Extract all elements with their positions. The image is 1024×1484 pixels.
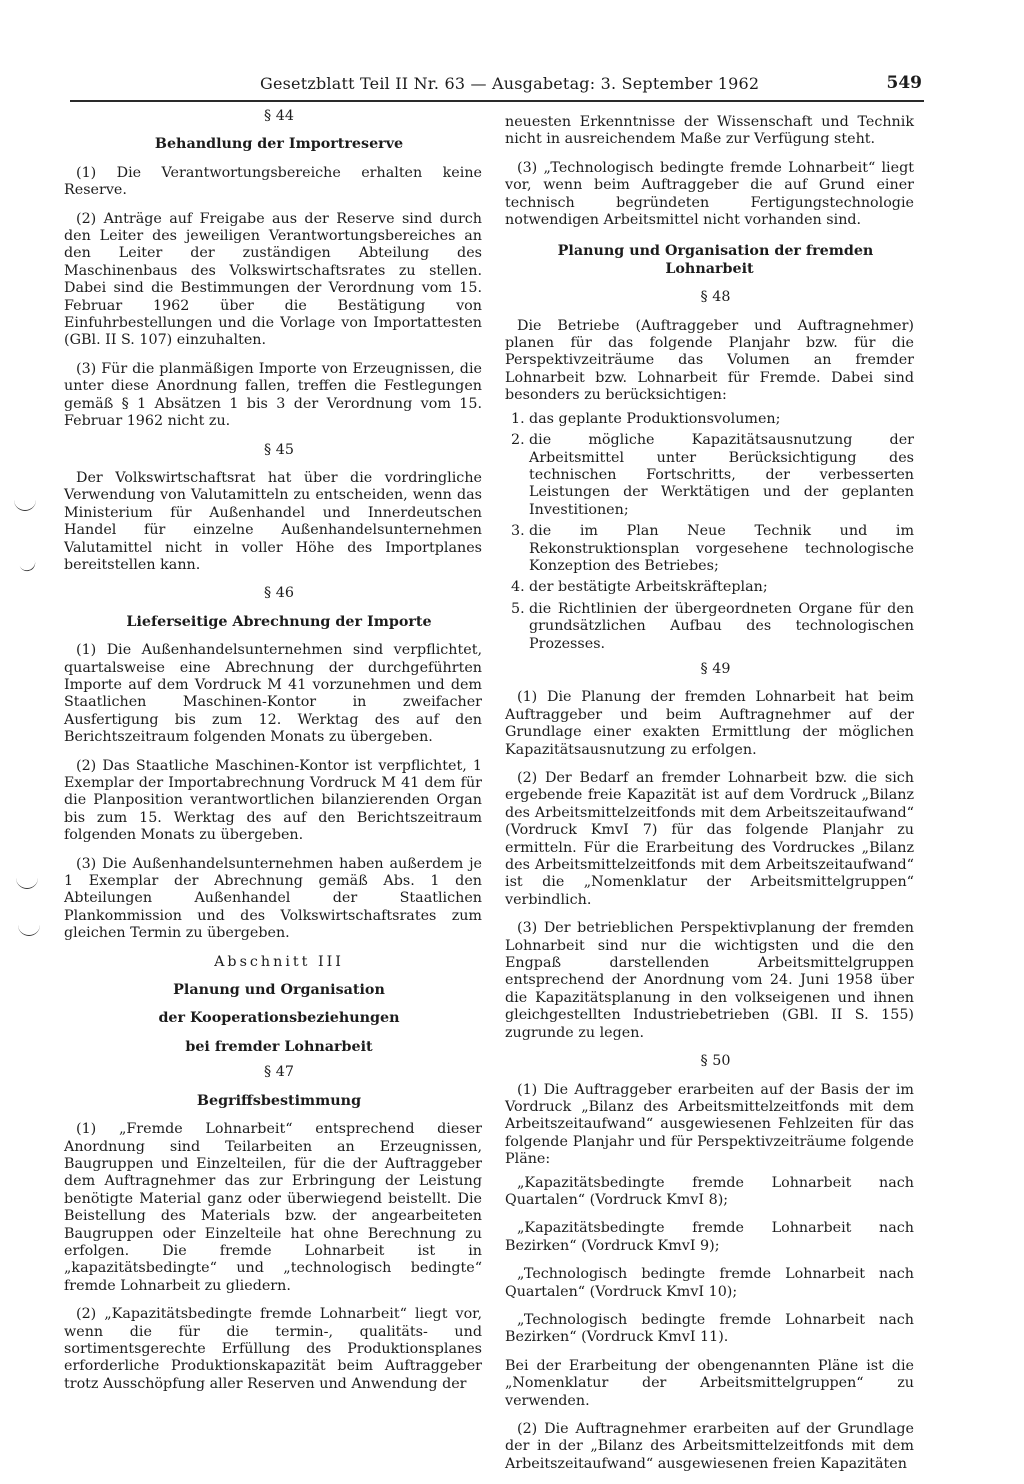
section-number: § 50 <box>700 1053 731 1070</box>
paragraph: (3) Der betrieblichen Perspektivplanung der fremden Lohnarbeit sind nur die wichtigsten und die den Engpaß darstellenden Arbeitsmittelgruppen entsprechend der Anordnung vom 24. Juni 1958 über die Kapazitätsplanung in den volkseigenen und ihnen gleichgestellten Industriebetrieben (GBl. II S. 155) zugrunde zu legen. <box>505 920 914 1041</box>
section-number: § 47 <box>264 1064 294 1081</box>
left-column <box>64 108 482 1404</box>
margin-mark <box>16 878 38 889</box>
paragraph: neuesten Erkenntnisse der Wissenschaft und Technik nicht in ausreichendem Maße zur Verfügung steht. <box>505 114 914 148</box>
section-title: Lieferseitige Abrechnung der Importe <box>126 613 432 630</box>
paragraph: (1) Die Planung der fremden Lohnarbeit hat beim Auftraggeber und beim Auftragnehmer auf der Grundlage einer exakten Ermittlung der möglichen Kapazitätsausnutzung zu erfolgen. <box>505 689 914 758</box>
chapter-title: bei fremder Lohnarbeit <box>185 1038 373 1055</box>
paragraph: (2) Der Bedarf an fremder Lohnarbeit bzw. die sich ergebende freie Kapazität ist auf dem Vordruck „Bilanz des Arbeitsmittelzeitfonds mit dem Arbeitszeitaufwand“ (Vordruck KmvI 7) für das folgende Planjahr zu ermitteln. Für die Erarbeitung des Vordruckes „Bilanz des Arbeitsmittelzeitfonds mit dem Arbeitszeitaufwand“ ist die „Nomenklatur der Arbeitsmittelgruppen“ verbindlich. <box>505 770 914 908</box>
list-item: 3. die im Plan Neue Technik und im Rekonstruktionsplan vorgesehene technologische Konzeption des Betriebes; <box>511 523 914 574</box>
section-heading: Planung und Organisation der fremden Lohnarbeit <box>557 243 874 277</box>
section-number: § 48 <box>700 289 731 306</box>
paragraph: (1) Die Verantwortungsbereiche erhalten keine Reserve. <box>64 164 482 199</box>
paragraph: (1) „Fremde Lohnarbeit“ entsprechend dieser Anordnung sind Teilarbeiten an Erzeugnissen, Baugruppen und Einzelteilen, für die der Auftraggeber dem Auftragnehmer das zur Erbringung der Leistung benötigte Material ganz oder überwiegend beistellt. Die Beistellung des Materials bzw. der angearbeiteten Baugruppen oder Einzelteile hat ohne Berechnung zu erfolgen. Die fremde Lohnarbeit ist in „kapazitätsbedingte“ und „technologisch bedingte“ fremde Lohnarbeit zu gliedern. <box>64 1121 482 1294</box>
page-number: 549 <box>886 73 922 93</box>
section-number: § 45 <box>264 441 294 458</box>
margin-mark <box>18 925 40 936</box>
list-item: 5. die Richtlinien der übergeordneten Organe für den grundsätzlichen Aufbau des technologischen Prozesses. <box>511 600 914 652</box>
plan-item: „Kapazitätsbedingte fremde Lohnarbeit nach Bezirken“ (Vordruck KmvI 9); <box>505 1220 914 1254</box>
paragraph: Der Volkswirtschaftsrat hat über die vordringliche Verwendung von Valutamitteln zu entscheiden, wenn das Ministerium für Außenhandel und Innerdeutschen Handel für einzelne Außenhandelsunternehmen Valutamittel nicht in voller Höhe des Importplanes bereitstellen kann. <box>64 469 482 573</box>
section-number: § 44 <box>264 108 294 124</box>
right-column <box>505 114 914 1484</box>
chapter-label: Abschnitt III <box>214 953 344 970</box>
paragraph: (2) Das Staatliche Maschinen-Kontor ist verpflichtet, 1 Exemplar der Importabrechnung Vordruck M 41 dem für die Planposition verantwortlichen bilanzierenden Organ bis zum 15. Werktag des auf den Berichtszeitraum folgenden Monats zu übergeben. <box>64 757 482 844</box>
margin-mark <box>14 500 36 511</box>
paragraph: (3) „Technologisch bedingte fremde Lohnarbeit“ liegt vor, wenn beim Auftraggeber die auf Grund einer technisch begründeten Fertigungstechnologie notwendigen Arbeitsmittel nicht vorhanden sind. <box>505 159 914 229</box>
section-number: § 46 <box>264 585 294 602</box>
header-title: Gesetzblatt Teil II Nr. 63 — Ausgabetag: 3. September 1962 <box>260 74 760 93</box>
paragraph: (2) „Kapazitätsbedingte fremde Lohnarbeit“ liegt vor, wenn die für die termin-, qualitäts- und sortimentsgerechte Erfüllung des Produktionsplanes erforderliche Produktionskapazität beim Auftraggeber trotz Ausschöpfung aller Reserven und Anwendung der <box>64 1306 482 1392</box>
paragraph: Bei der Erarbeitung der obengenannten Pläne ist die „Nomenklatur der Arbeitsmittelgruppen“ zu verwenden. <box>505 1357 914 1409</box>
paragraph: (1) Die Auftraggeber erarbeiten auf der Basis der im Vordruck „Bilanz des Arbeitsmittelzeitfonds mit dem Arbeitszeitaufwand“ ausgewiesenen Fehlzeiten für das folgende Planjahr und für Perspektivzeiträume folgende Pläne: <box>505 1081 914 1168</box>
enumeration-list <box>505 411 914 653</box>
plan-item: „Technologisch bedingte fremde Lohnarbeit nach Bezirken“ (Vordruck KmvI 11). <box>505 1311 914 1346</box>
paragraph: (2) Anträge auf Freigabe aus der Reserve sind durch den Leiter des jeweiligen Verantwortungsbereiches an den Leiter der zuständigen Abteilung des Maschinenbaus des Volkswirtschaftsrates zu stellen. Dabei sind die Bestimmungen der Verordnung vom 15. Februar 1962 über die Bestätigung von Einfuhrbestellungen und die Vorlage von Importattesten (GBl. II S. 107) einzuhalten. <box>64 210 482 349</box>
list-item: 2. die mögliche Kapazitätsausnutzung der Arbeitsmittel unter Berücksichtigung des technischen Fortschritts, der verbesserten Leistungen der Werktätigen und der geplanten Investitionen; <box>511 432 914 518</box>
chapter-title: der Kooperationsbeziehungen <box>158 1010 400 1027</box>
section-number: § 49 <box>700 660 731 677</box>
section-title: Behandlung der Importreserve <box>154 136 404 153</box>
plan-item: „Technologisch bedingte fremde Lohnarbeit nach Quartalen“ (Vordruck KmvI 10); <box>505 1266 914 1300</box>
list-item: 1. das geplante Produktionsvolumen; <box>511 410 781 427</box>
paragraph: (3) Für die planmäßigen Importe von Erzeugnissen, die unter diese Anordnung fallen, treffen die Festlegungen gemäß § 1 Absätzen 1 bis 3 der Verordnung vom 15. Februar 1962 nicht zu. <box>64 360 482 430</box>
paragraph: (1) Die Außenhandelsunternehmen sind verpflichtet, quartalsweise eine Abrechnung der durchgeführten Importe auf dem Vordruck M 41 vorzunehmen und dem Staatlichen Maschinen-Kontor in zweifacher Ausfertigung bis zum 12. Werktag des auf den Berichtszeitraum folgenden Monats zu übergeben. <box>64 642 482 746</box>
paragraph: (3) Die Außenhandelsunternehmen haben außerdem je 1 Exemplar der Abrechnung gemäß Abs. 1 den Abteilungen Außenhandel der Staatlichen Plankommission und des Volkswirtschaftsrates zum gleichen Termin zu übergeben. <box>64 855 482 942</box>
page-header <box>70 72 924 102</box>
plan-item: „Kapazitätsbedingte fremde Lohnarbeit nach Quartalen“ (Vordruck KmvI 8); <box>505 1174 914 1208</box>
section-title: Begriffsbestimmung <box>196 1092 362 1109</box>
list-item: 4. der bestätigte Arbeitskräfteplan; <box>511 579 768 596</box>
paragraph: (2) Die Auftragnehmer erarbeiten auf der Grundlage der in der „Bilanz des Arbeitsmittelzeitfonds mit dem Arbeitszeitaufwand“ ausgewiesenen freien Kapazitäten <box>505 1421 914 1472</box>
chapter-title: Planung und Organisation <box>173 982 385 999</box>
paragraph: Die Betriebe (Auftraggeber und Auftragnehmer) planen für das folgende Planjahr bzw. für die Perspektivzeiträume das Volumen an fremder Lohnarbeit bzw. Lohnarbeit für Fremde. Dabei sind besonders zu berücksichtigen: <box>505 317 914 404</box>
margin-mark <box>19 558 38 574</box>
